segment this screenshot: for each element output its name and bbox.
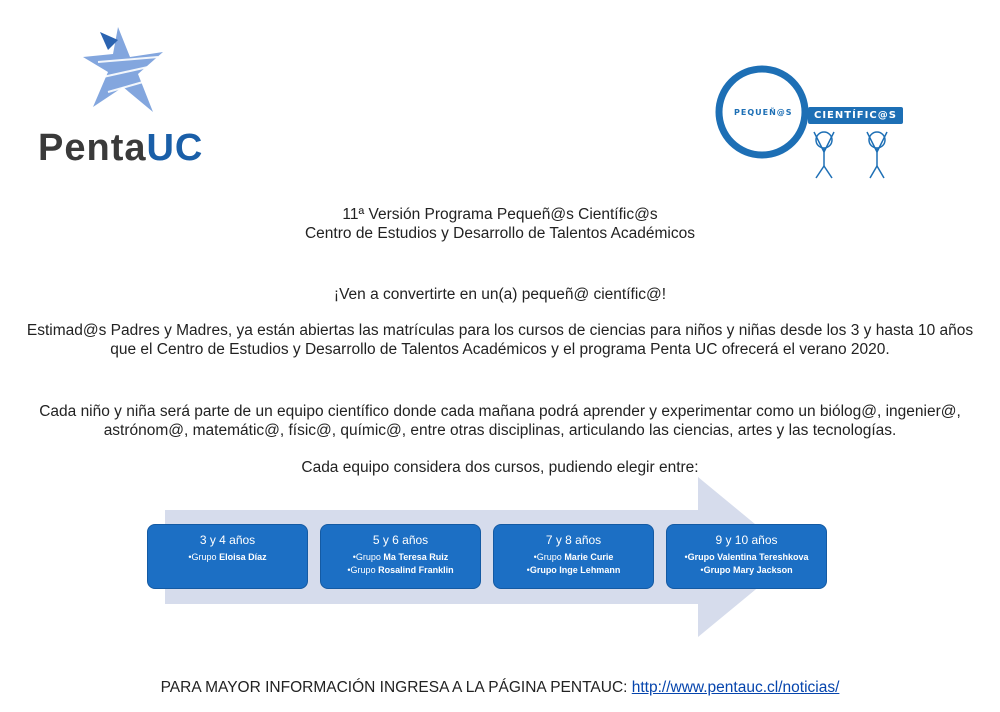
choose-line: Cada equipo considera dos cursos, pudiendo elegir entre: [301, 459, 699, 476]
pequenos-cientificos-logo [712, 62, 922, 187]
group-box-5-6 [320, 524, 481, 589]
group-box-9-10 [666, 524, 827, 589]
group-line: •Grupo Valentina Tereshkova [684, 552, 809, 562]
center-name: Centro de Estudios y Desarrollo de Talentos Académicos [304, 225, 695, 242]
group-age: 7 y 8 años [545, 533, 602, 547]
star-icon [78, 22, 178, 122]
group-age: 5 y 6 años [372, 533, 429, 547]
intro-line: ¡Ven a convertirte en un(a) pequeñ@ científic@! [333, 286, 667, 303]
footer-link[interactable]: http://www.pentauc.cl/noticias/ [631, 679, 840, 696]
pentauc-wordmark: PentaUC [38, 127, 204, 169]
logo-small-word: PEQUEÑ@S [734, 108, 793, 117]
logo-tag-word: CIENTÍFIC@S [808, 107, 903, 124]
magnifier-icon [712, 62, 922, 187]
group-line: •Grupo Eloisa Díaz [188, 552, 267, 562]
group-box-7-8 [493, 524, 654, 589]
footer-text: PARA MAYOR INFORMACIÓN INGRESA A LA PÁGINA PENTAUC: [160, 679, 632, 696]
program-title: 11ª Versión Programa Pequeñ@s Científic@s [342, 206, 658, 223]
paragraph-enrollment: Estimad@s Padres y Madres, ya están abiertas las matrículas para los cursos de ciencias para niños y niñas desde los 3 y hasta 10 años que el Centro de Estudios y Desarrollo de Talentos Académicos y el programa Penta UC ofrecerá el verano 2020. [26, 322, 974, 358]
group-age: 3 y 4 años [199, 533, 256, 547]
group-box-3-4 [147, 524, 308, 589]
paragraph-team: Cada niño y niña será parte de un equipo científico donde cada mañana podrá aprender y experimentar como un biólog@, ingenier@, astrónom@, matemátic@, físic@, químic@, entre otras disciplinas, articulando las ciencias, artes y las tecnologías. [39, 403, 961, 439]
group-line: •Grupo Inge Lehmann [526, 565, 621, 575]
footer-info [0, 678, 1000, 697]
group-line: •Grupo Mary Jackson [700, 565, 793, 575]
group-line: •Grupo Rosalind Franklin [347, 565, 454, 575]
pentauc-logo [38, 22, 228, 172]
groups-diagram [0, 470, 1000, 645]
group-line: •Grupo Marie Curie [533, 552, 614, 562]
group-age: 9 y 10 años [715, 533, 778, 547]
group-line: •Grupo Ma Teresa Ruiz [352, 552, 449, 562]
